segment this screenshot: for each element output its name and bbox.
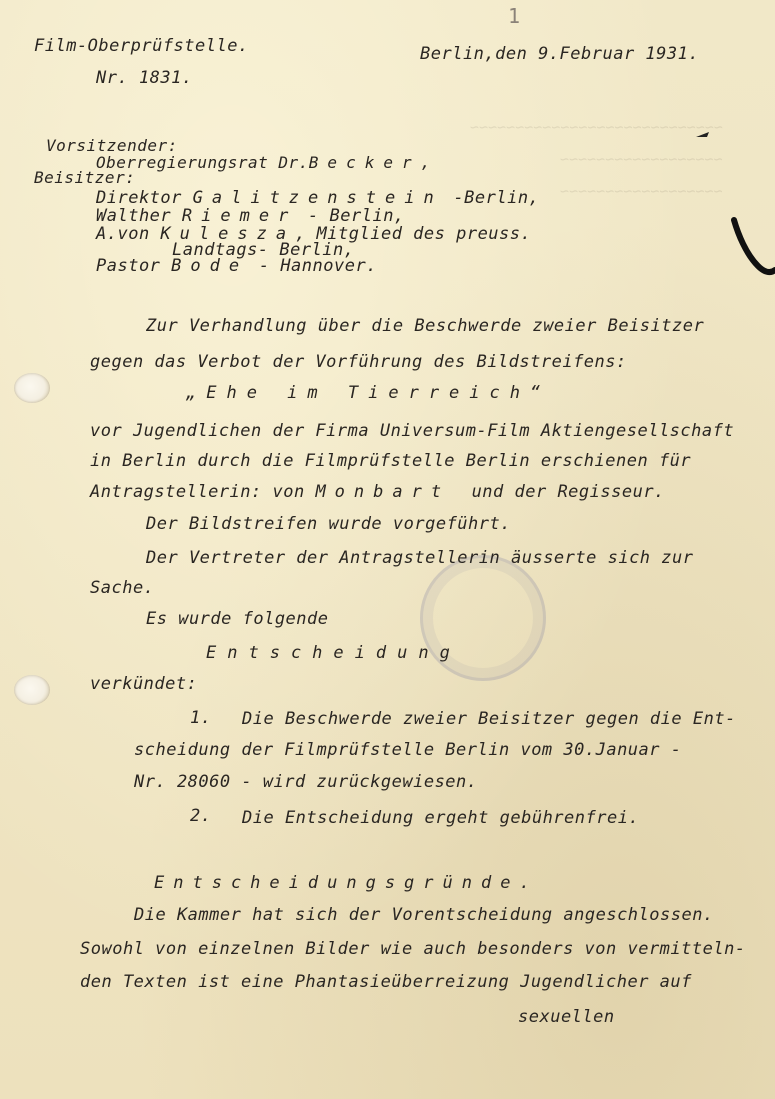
paragraph-line: Antragstellerin: von Monbart und der Regisseur. (90, 482, 665, 502)
assessor-1-name: Galitzenstein (192, 188, 443, 208)
assessor-3-name: Kulesza (160, 224, 296, 244)
paragraph-line: gegen das Verbot der Vorführung des Bildstreifens: (90, 352, 627, 372)
paragraph-line: Der Vertreter der Antragstellerin äusserte sich zur (146, 548, 694, 568)
check-mark-icon (728, 212, 775, 282)
paragraph-line: in Berlin durch die Filmprüfstelle Berlin erschienen für (90, 451, 692, 471)
catchword: sexuellen (518, 1007, 615, 1027)
page-marker: 1 (508, 4, 521, 28)
decision-heading: Entscheidung (206, 643, 461, 663)
paragraph-line: Sache. (90, 578, 155, 598)
reasons-line: Sowohl von einzelnen Bilder wie auch besonders von vermitteln- (80, 939, 746, 959)
chair-label: Vorsitzender: (46, 136, 178, 155)
assessors-label: Beisitzer: (34, 168, 136, 187)
office-name: Film-Oberprüfstelle. (34, 36, 249, 56)
reasons-line: den Texten ist eine Phantasieüberreizung Jugendlicher auf (80, 972, 692, 992)
chair-line: Oberregierungsrat Dr.Becker, (96, 153, 431, 172)
item-1-number: 1. (190, 708, 212, 728)
reasons-line: Die Kammer hat sich der Vorentscheidung angeschlossen. (134, 905, 714, 925)
paragraph-line: Der Bildstreifen wurde vorgeführt. (146, 514, 511, 534)
punch-hole (14, 373, 50, 403)
assessor-2: Walther Riemer - Berlin, (96, 206, 405, 226)
bleed-through-text: ~~~~~~~~~~~~~~~~~~ (560, 150, 723, 168)
paragraph-line: vor Jugendlichen der Firma Universum-Film Aktiengesellschaft (90, 421, 735, 441)
item-2-number: 2. (190, 806, 212, 826)
item-1-line: scheidung der Filmprüfstelle Berlin vom 30.Januar - (134, 740, 682, 760)
paragraph-line: Es wurde folgende (146, 609, 329, 629)
assessor-2-name: Riemer (181, 206, 298, 226)
place-date: Berlin,den 9.Februar 1931. (420, 44, 700, 64)
applicant-name: Monbart (315, 482, 451, 502)
paragraph-line: Zur Verhandlung über die Beschwerde zweier Beisitzer (146, 316, 705, 336)
reasons-heading: Entscheidungsgründe. (154, 873, 539, 893)
assessor-3: A.von Kulesza, Mitglied des preuss. (96, 224, 532, 244)
chair-name: Becker (308, 153, 421, 172)
assessor-1: Direktor Galitzenstein -Berlin, (96, 188, 540, 208)
assessor-4-name: Bode (171, 256, 249, 276)
assessor-4: Pastor Bode - Hannover. (96, 256, 377, 276)
assessor-3-continuation: Landtags- Berlin, (172, 240, 355, 260)
file-number: Nr. 1831. (96, 68, 193, 88)
punch-hole (14, 675, 50, 705)
item-2-line: Die Entscheidung ergeht gebührenfrei. (242, 808, 640, 828)
pen-mark-icon (695, 130, 711, 140)
item-1-line: Nr. 28060 - wird zurückgewiesen. (134, 772, 478, 792)
bleed-through-text: ~~~~~~~~~~~~~~~~~~ (560, 182, 723, 200)
item-1-line: Die Beschwerde zweier Beisitzer gegen die Ent- (242, 709, 736, 729)
announced-label: verkündet: (90, 674, 198, 694)
film-title: „Ehe im Tierreich“ (186, 383, 551, 403)
bleed-through-text: ~~~~~~~~~~~~~~~~~~~~~~~~~~~~ (470, 118, 723, 136)
